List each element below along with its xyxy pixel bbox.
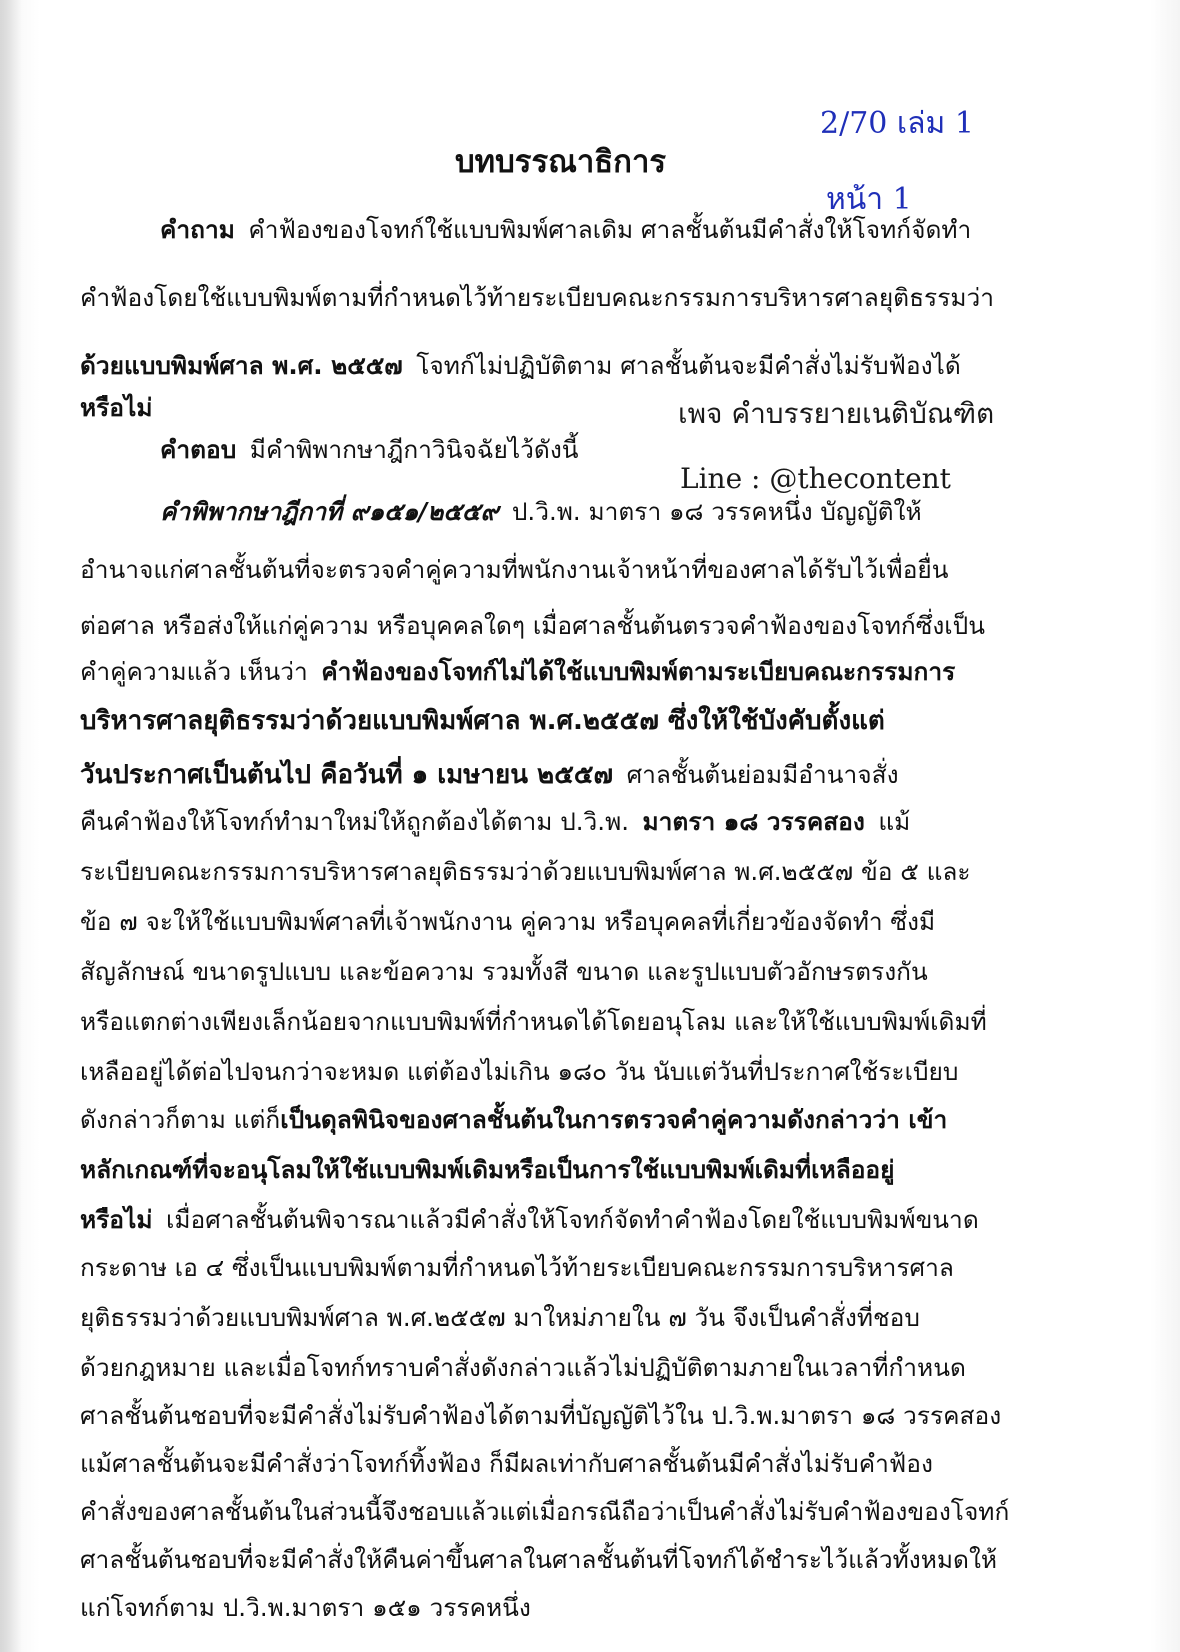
ruling-line-9: ข้อ ๗ จะให้ใช้แบบพิมพ์ศาลที่เจ้าพนักงาน คู่ความ หรือบุคคลที่เกี่ยวข้องจัดทำ ซึ่งมี [80, 907, 936, 936]
ruling-text-7a: คืนคำฟ้องให้โจทก์ทำมาใหม่ให้ถูกต้องได้ตาม ป.วิ.พ. [80, 807, 630, 836]
question-line-1 [160, 215, 972, 244]
ruling-text-4a: คำคู่ความแล้ว เห็นว่า [80, 657, 308, 686]
ruling-line-10: สัญลักษณ์ ขนาดรูปแบบ และข้อความ รวมทั้งสี ขนาด และรูปแบบตัวอักษรตรงกัน [80, 957, 928, 986]
ruling-text-6b: ศาลชั้นต้นย่อมมีอำนาจสั่ง [626, 760, 899, 789]
ruling-line-2: อำนาจแก่ศาลชั้นต้นที่จะตรวจคำคู่ความที่พนักงานเจ้าหน้าที่ของศาลได้รับไว้เพื่อยื่น [80, 555, 949, 584]
ruling-text-7b: มาตรา ๑๘ วรรคสอง [642, 807, 865, 836]
question-label: คำถาม [160, 215, 235, 244]
ruling-line-11: หรือแตกต่างเพียงเล็กน้อยจากแบบพิมพ์ที่กำหนดได้โดยอนุโลม และให้ใช้แบบพิมพ์เดิมที่ [80, 1007, 987, 1036]
question-line-2: คำฟ้องโดยใช้แบบพิมพ์ตามที่กำหนดไว้ท้ายระเบียบคณะกรรมการบริหารศาลยุติธรรมว่า [80, 283, 995, 312]
ruling-text-15b: เมื่อศาลชั้นต้นพิจารณาแล้วมีคำสั่งให้โจทก์จัดทำคำฟ้องโดยใช้แบบพิมพ์ขนาด [165, 1205, 979, 1234]
ruling-line-8: ระเบียบคณะกรรมการบริหารศาลยุติธรรมว่าด้วยแบบพิมพ์ศาล พ.ศ.๒๕๕๗ ข้อ ๕ และ [80, 857, 971, 886]
scan-margin-shadow [0, 0, 22, 1652]
ruling-text-15a: หรือไม่ [80, 1205, 153, 1234]
ruling-line-20: แม้ศาลชั้นต้นจะมีคำสั่งว่าโจทก์ทิ้งฟ้อง ก็มีผลเท่ากับศาลชั้นต้นมีคำสั่งไม่รับคำฟ้อง [80, 1449, 933, 1478]
reference-annotation: 2/70 เล่ม 1 [820, 106, 974, 141]
ruling-line-21: คำสั่งของศาลชั้นต้นในส่วนนี้จึงชอบแล้วแต่เมื่อกรณีถือว่าเป็นคำสั่งไม่รับคำฟ้องของโจทก์ [80, 1497, 1010, 1526]
ruling-text-13b: เป็นดุลพินิจของศาลชั้นต้นในการตรวจคำคู่ความดังกล่าวว่า เข้า [280, 1105, 948, 1134]
page-title: บทบรรณาธิการ [455, 144, 667, 180]
ruling-line-6 [80, 762, 899, 788]
ruling-line-3: ต่อศาล หรือส่งให้แก่คู่ความ หรือบุคคลใดๆ เมื่อศาลชั้นต้นตรวจคำฟ้องของโจทก์ซึ่งเป็น [80, 611, 985, 640]
ruling-line-12: เหลืออยู่ได้ต่อไปจนกว่าจะหมด แต่ต้องไม่เกิน ๑๘๐ วัน นับแต่วันที่ประกาศใช้ระเบียบ [80, 1057, 959, 1086]
question-bold-ref: ด้วยแบบพิมพ์ศาล พ.ศ. ๒๕๕๗ [80, 351, 403, 380]
ruling-line-19: ศาลชั้นต้นชอบที่จะมีคำสั่งไม่รับคำฟ้องได้ตามที่บัญญัติไว้ใน ป.วิ.พ.มาตรา ๑๘ วรรคสอง [80, 1401, 1002, 1430]
ruling-line-18: ด้วยกฎหมาย และเมื่อโจทก์ทราบคำสั่งดังกล่าวแล้วไม่ปฏิบัติตามภายในเวลาที่กำหนด [80, 1353, 966, 1382]
question-text-3: โจทก์ไม่ปฏิบัติตาม ศาลชั้นต้นจะมีคำสั่งไม่รับฟ้องได้ [416, 351, 961, 380]
ruling-text-7c: แม้ [878, 807, 911, 836]
answer-line [160, 435, 579, 464]
ruling-text-1: ป.วิ.พ. มาตรา ๑๘ วรรคหนึ่ง บัญญัติให้ [511, 497, 922, 526]
ruling-label: คำพิพากษาฎีกาที่ ๙๑๕๑/๒๕๕๙ [160, 497, 499, 526]
ruling-text-4b: คำฟ้องของโจทก์ไม่ได้ใช้แบบพิมพ์ตามระเบียบคณะกรรมการ [321, 657, 956, 686]
author-overlay: เพจ คำบรรยายเนติบัณฑิต [678, 397, 995, 430]
answer-label: คำตอบ [160, 435, 237, 464]
question-line-4: หรือไม่ [80, 393, 153, 422]
ruling-line-1 [160, 497, 922, 526]
answer-text: มีคำพิพากษาฎีกาวินิจฉัยไว้ดังนี้ [249, 435, 579, 464]
ruling-text-6a: วันประกาศเป็นต้นไป คือวันที่ ๑ เมษายน ๒๕๕๗ [80, 760, 614, 790]
ruling-text-13a: ดังกล่าวก็ตาม แต่ก็ [80, 1105, 281, 1134]
ruling-line-7 [80, 807, 911, 836]
ruling-line-13 [80, 1105, 948, 1134]
ruling-line-22: ศาลชั้นต้นชอบที่จะมีคำสั่งให้คืนค่าขึ้นศาลในศาลชั้นต้นที่โจทก์ได้ชำระไว้แล้วทั้งหมดให้ [80, 1545, 998, 1574]
question-line-3 [80, 351, 961, 380]
ruling-line-14: หลักเกณฑ์ที่จะอนุโลมให้ใช้แบบพิมพ์เดิมหรือเป็นการใช้แบบพิมพ์เดิมที่เหลืออยู่ [80, 1155, 895, 1184]
ruling-line-23: แก่โจทก์ตาม ป.วิ.พ.มาตรา ๑๕๑ วรรคหนึ่ง [80, 1593, 531, 1622]
ruling-line-15 [80, 1205, 979, 1234]
ruling-line-17: ยุติธรรมว่าด้วยแบบพิมพ์ศาล พ.ศ.๒๕๕๗ มาใหม่ภายใน ๗ วัน จึงเป็นคำสั่งที่ชอบ [80, 1303, 920, 1332]
ruling-line-16: กระดาษ เอ ๔ ซึ่งเป็นแบบพิมพ์ตามที่กำหนดไว้ท้ายระเบียบคณะกรรมการบริหารศาล [80, 1253, 954, 1282]
ruling-line-5: บริหารศาลยุติธรรมว่าด้วยแบบพิมพ์ศาล พ.ศ.๒๕๕๗ ซึ่งให้ใช้บังคับตั้งแต่ [80, 706, 885, 736]
page-annotation: หน้า 1 [826, 182, 912, 217]
question-text-1: คำฟ้องของโจทก์ใช้แบบพิมพ์ศาลเดิม ศาลชั้นต้นมีคำสั่งให้โจทก์จัดทำ [248, 215, 972, 244]
line-id-overlay: Line : @thecontent [680, 462, 951, 495]
ruling-line-4 [80, 657, 956, 686]
